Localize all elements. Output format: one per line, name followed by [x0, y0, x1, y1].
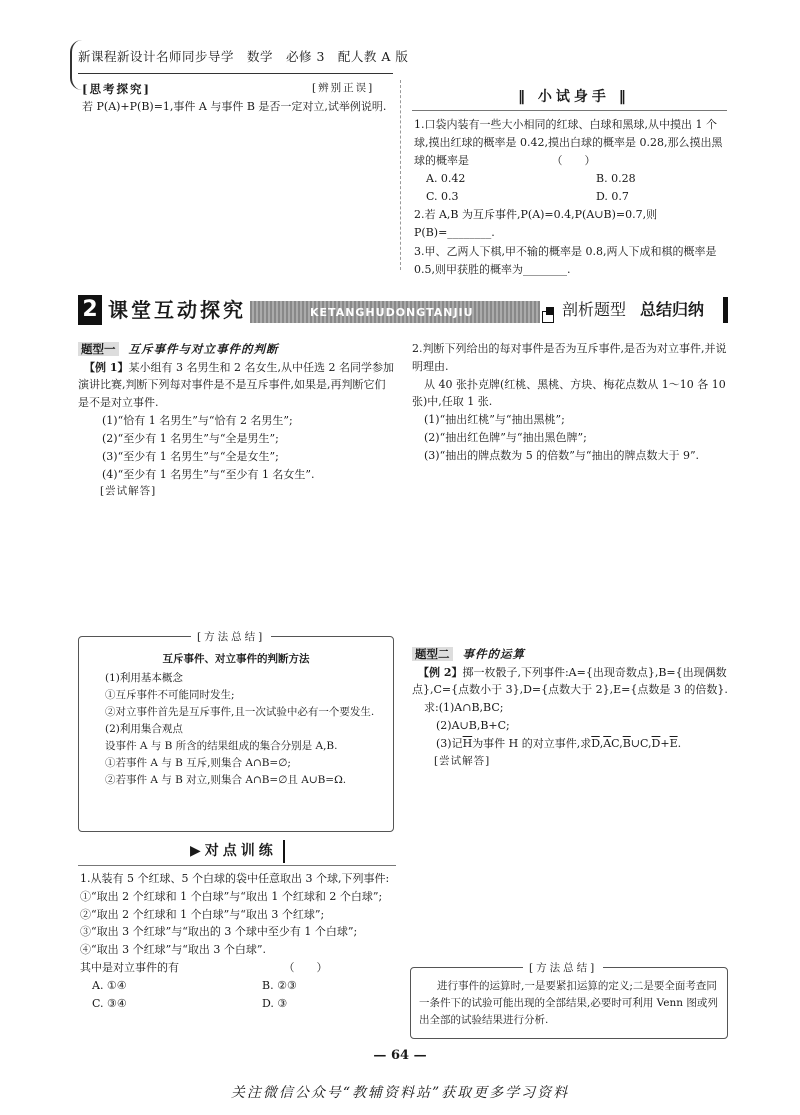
method-line: (1)利用基本概念: [105, 672, 183, 684]
discern-label: [辨别正误]: [312, 82, 375, 94]
targeted-practice-body: [80, 870, 396, 1013]
type-two-label: 事件的运算: [462, 647, 526, 661]
ask3-prefix: (3)记: [436, 736, 463, 750]
trial-q1-options: [414, 170, 728, 206]
type-two-section: [412, 645, 730, 770]
example-2-ask: (3)记$\overline{H}$为事件 H 的对立事件,求$\overline{D},\overline{A}C,\overline{B}\cup C,\overline{D}+\overline{E}$.: [436, 736, 682, 750]
practice-item: ④“取出 3 个红球”与“取出 3 个白球”.: [80, 943, 266, 957]
option-d: D. 0.7: [596, 190, 629, 204]
trial-body: [414, 116, 728, 279]
a-bar: $\overline{A}$: [603, 736, 612, 750]
type-one-section: [78, 340, 396, 500]
section-title-pinyin: KETANGHUDONGTANJIU: [310, 306, 474, 319]
option-c: C. ③④: [92, 996, 127, 1010]
trial-title: ‖ 小试身手 ‖: [518, 89, 630, 105]
page-number: — 64 —: [373, 1048, 427, 1063]
section-title: 课堂互动探究: [108, 298, 246, 322]
method-summary-title: [方法总结]: [523, 960, 603, 977]
try-answer-label: [尝试解答]: [434, 754, 491, 767]
type-one-heading: [78, 340, 396, 359]
think-explore-label: [思考探究]: [82, 82, 151, 96]
q2-context: 从 40 张扑克牌(红桃、黑桃、方块、梅花点数从 1～10 各 10 张)中,任取 1 张.: [412, 377, 726, 409]
practice-question: 1.从装有 5 个红球、5 个白球的袋中任意取出 3 个球,下列事件:: [80, 872, 390, 885]
method-line: ①若事件 A 与 B 互斥,则集合 A∩B=∅;: [105, 757, 291, 769]
think-explore-text: 若 P(A)+P(B)=1,事件 A 与事件 B 是否一定对立,试举例说明.: [82, 100, 387, 113]
example-2-tag: 【例 2】: [418, 665, 463, 679]
example-1-item: (4)“至少有 1 名男生”与“至少有 1 名女生”.: [102, 467, 315, 481]
practice-question-2: [412, 340, 730, 465]
example-2-ask: 求:(1)A∩B,BC;: [424, 701, 504, 715]
method-line: 设事件 A 与 B 所含的结果组成的集合分别是 A,B.: [105, 740, 338, 752]
trial-question-1: 1.口袋内装有一些大小相同的红球、白球和黑球,从中摸出 1 个球,摸出红球的概率是 0.42,摸出白球的概率是 0.28,那么摸出黑球的概率是 （ ）: [414, 118, 723, 167]
type-two-heading: [412, 645, 730, 664]
h-bar: $\overline{H}$: [462, 736, 473, 750]
example-1: [78, 359, 396, 412]
method-heading: 互斥事件、对立事件的判断方法: [162, 653, 310, 665]
option-a: A. ①④: [92, 978, 127, 992]
example-1-item: (2)“至少有 1 名男生”与“全是男生”;: [102, 431, 279, 445]
option-c: C. 0.3: [426, 190, 459, 204]
practice-options: [80, 977, 396, 1013]
practice-item: ②“取出 2 个红球和 1 个白球”与“取出 3 个红球”;: [80, 907, 325, 921]
example-2: [412, 664, 730, 700]
targeted-practice-title: ▶对点训练: [190, 840, 285, 863]
q2-intro: 2.判断下列给出的每对事件是否为互斥事件,是否为对立事件,并说明理由.: [412, 342, 727, 373]
example-2-text: 掷一枚骰子,下列事件:A={出现奇数点},B={出现偶数点},C={点数小于 3},D={点数大于 2},E={点数是 3 的倍数}.: [412, 665, 728, 697]
example-1-text: 某小组有 3 名男生和 2 名女生,从中任选 2 名同学参加演讲比赛,判断下列每对事件是不是互斥事件,如果是,再判断它们是不是对立事件.: [78, 360, 394, 410]
try-answer-label: [尝试解答]: [100, 485, 157, 498]
section-banner: [78, 295, 728, 330]
method-summary-box-2: [410, 962, 728, 1039]
type-one-tag: 题型一: [78, 342, 119, 356]
practice-ask: 其中是对立事件的有 （ ）: [80, 961, 328, 975]
example-1-item: (3)“至少有 1 名男生”与“全是女生”;: [102, 449, 279, 463]
example-1-tag: 【例 1】: [84, 360, 129, 374]
q2-item: (2)“抽出红色牌”与“抽出黑色牌”;: [424, 431, 587, 445]
targeted-practice-rule: [78, 865, 396, 866]
d-bar: $\overline{D}$: [591, 736, 600, 750]
c-term: C: [611, 736, 620, 750]
option-d: D. ③: [262, 996, 288, 1010]
type-one-label: 互斥事件与对立事件的判断: [128, 342, 279, 356]
b-bar: $\overline{B}$: [622, 736, 631, 750]
footer-note: 关注微信公众号“教辅资料站”获取更多学习资料: [230, 1085, 570, 1101]
ask3-middle: 为事件 H 的对立事件,求: [472, 736, 592, 750]
method-summary-box: [78, 631, 394, 832]
e-bar: $\overline{E}$: [669, 736, 678, 750]
q2-item: (3)“抽出的牌点数为 5 的倍数”与“抽出的牌点数大于 9”.: [424, 448, 700, 462]
method-line: (2)利用集合观点: [105, 723, 183, 735]
example-2-ask: (2)A∪B,B+C;: [436, 719, 510, 733]
banner-filled-square-icon: [546, 307, 554, 315]
banner-subtitle-2: 总结归纳: [636, 297, 728, 323]
method-line: ①互斥事件不可能同时发生;: [105, 689, 235, 701]
option-a: A. 0.42: [426, 172, 466, 186]
q2-item: (1)“抽出红桃”与“抽出黑桃”;: [424, 413, 565, 427]
trial-question-2: 2.若 A,B 为互斥事件,P(A)=0.4,P(A∪B)=0.7,则 P(B)=________.: [414, 208, 658, 239]
option-b: B. 0.28: [596, 172, 636, 186]
type-two-tag: 题型二: [412, 647, 453, 661]
header-rule: [78, 73, 393, 74]
c-term: C: [640, 736, 649, 750]
practice-item: ①“取出 2 个红球和 1 个白球”与“取出 1 个红球和 2 个白球”;: [80, 889, 383, 903]
banner-subtitle-1: 剖析题型: [562, 300, 627, 319]
method-line: ②若事件 A 与 B 对立,则集合 A∩B=∅且 A∪B=Ω.: [105, 774, 347, 786]
section-number: 2: [78, 295, 102, 325]
trial-rule: [412, 110, 727, 111]
method-line: ②对立事件首先是互斥事件,且一次试验中必有一个要发生.: [105, 706, 375, 718]
d-bar: $\overline{D}$: [651, 736, 661, 750]
option-b: B. ②③: [262, 978, 297, 992]
method-text: 进行事件的运算时,一是要紧扣运算的定义;二是要全面考查同一条件下的试验可能出现的全部结果,必要时可利用 Venn 图或列出全部的试验结果进行分析.: [419, 980, 718, 1026]
practice-item: ③“取出 3 个红球”与“取出的 3 个球中至少有 1 个白球”;: [80, 925, 358, 939]
trial-question-3: 3.甲、乙两人下棋,甲不输的概率是 0.8,两人下成和棋的概率是 0.5,则甲获胜的概率为________.: [414, 244, 717, 276]
book-header: 新课程新设计名师同步导学 数学 必修 3 配人教 A 版: [78, 49, 409, 64]
method-summary-title: [方法总结]: [191, 629, 271, 646]
example-1-item: (1)“恰有 1 名男生”与“恰有 2 名男生”;: [102, 414, 293, 428]
column-divider: [400, 80, 401, 270]
